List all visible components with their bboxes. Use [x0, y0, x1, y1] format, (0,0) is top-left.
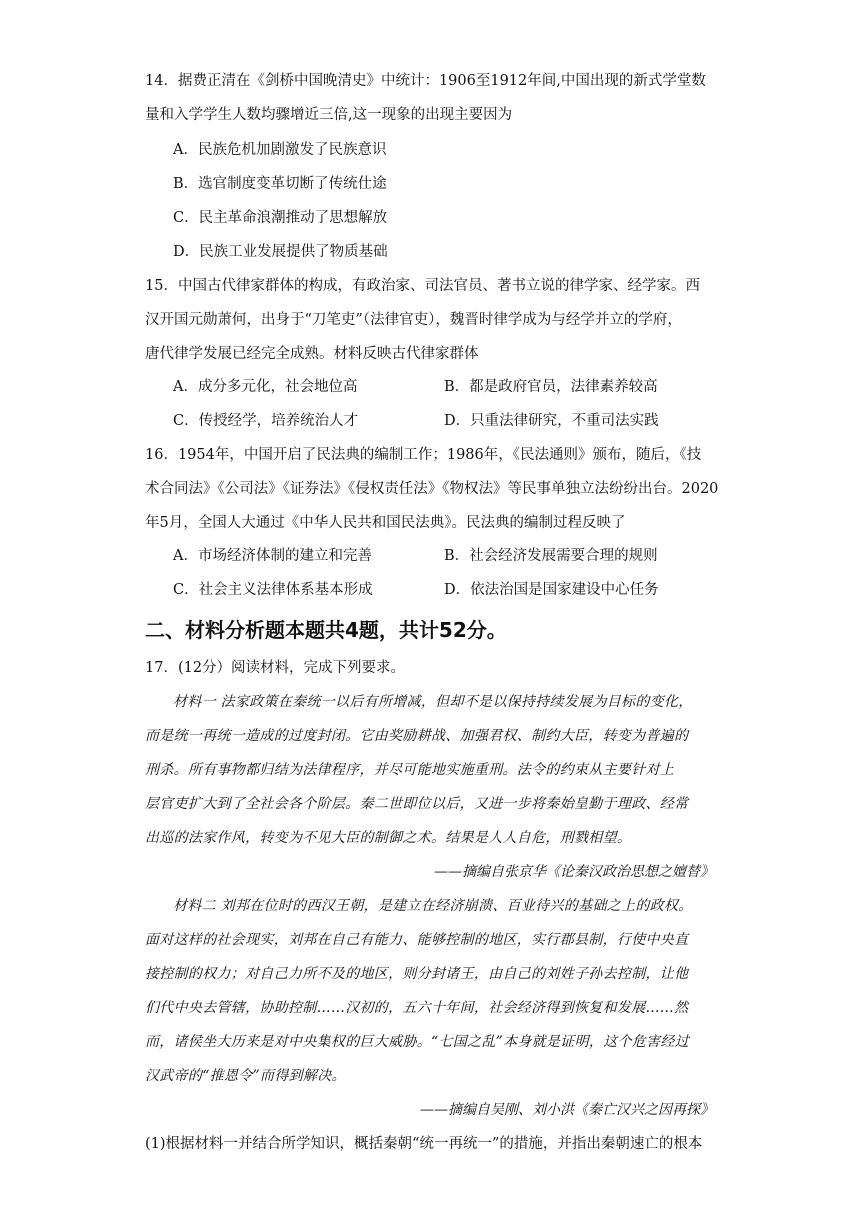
q16-option-b: B．社会经济发展需要合理的规则	[444, 548, 658, 564]
material2-source: ——摘编自吴刚、刘小洪《秦亡汉兴之因再探》	[420, 1102, 714, 1118]
material2-line-4: 们代中央去管辖，协助控制……汉初的，五六十年间，社会经济得到恢复和发展……然	[145, 1000, 689, 1016]
q16-stem-line-2: 术合同法》《公司法》《证券法》《侵权责任法》《物权法》等民事单独立法纷纷出台。2020	[145, 481, 719, 497]
q14-stem-line-1: 14．据费正清在《剑桥中国晚清史》中统计：1906至1912年间,中国出现的新式学堂数	[145, 73, 706, 89]
section-heading: 二、材料分析题本题共4题，共计52分。	[145, 618, 507, 642]
material2-line-3: 接控制的权力；对自己力所不及的地区，则分封诸王，由自己的刘姓子孙去控制，让他	[145, 966, 689, 982]
q14-stem-line-2: 量和入学学生人数均骤增近三倍,这一现象的出现主要因为	[145, 107, 513, 123]
q17-intro: 17．(12分）阅读材料，完成下列要求。	[145, 660, 406, 676]
material2-line-5: 而，诸侯坐大历来是对中央集权的巨大威胁。“七国之乱”本身就是证明，这个危害经过	[145, 1034, 690, 1050]
q15-option-a: A．成分多元化，社会地位高	[173, 379, 358, 395]
material1-line-1: 材料一 法家政策在秦统一以后有所增减，但却不是以保持持续发展为目标的变化，	[173, 694, 693, 710]
q16-stem-line-3: 年5月，全国人大通过《中华人民共和国民法典》。民法典的编制过程反映了	[145, 515, 626, 531]
q14-option-b: B．选官制度变革切断了传统仕途	[173, 176, 387, 192]
q14-option-d: D．民族工业发展提供了物质基础	[173, 244, 388, 260]
q15-option-c: C．传授经学，培养统治人才	[173, 413, 359, 429]
q15-stem-line-3: 唐代律学发展已经完全成熟。材料反映古代律家群体	[145, 346, 479, 362]
q15-option-b: B．都是政府官员，法律素养较高	[444, 379, 658, 395]
material2-line-2: 面对这样的社会现实，刘邦在自己有能力、能够控制的地区，实行郡县制，行使中央直	[145, 932, 689, 948]
material1-line-2: 而是统一再统一造成的过度封闭。它由奖励耕战、加强君权、制约大臣，转变为普遍的	[145, 728, 689, 744]
material1-line-5: 出巡的法家作风，转变为不见大臣的制御之术。结果是人人自危，刑戮相望。	[145, 830, 632, 846]
q15-stem-line-1: 15．中国古代律家群体的构成，有政治家、司法官员、著书立说的律学家、经学家。西	[145, 278, 700, 294]
q16-option-c: C．社会主义法律体系基本形成	[173, 582, 373, 598]
material2-line-1: 材料二 刘邦在位时的西汉王朝，是建立在经济崩溃、百业待兴的基础之上的政权。	[173, 898, 693, 914]
q15-option-d: D．只重法律研究，不重司法实践	[444, 413, 659, 429]
q14-option-a: A．民族危机加剧激发了民族意识	[173, 142, 387, 158]
q17-question-1: (1)根据材料一并结合所学知识，概括秦朝“统一再统一”的措施，并指出秦朝速亡的根本	[145, 1136, 703, 1152]
q16-stem-line-1: 16．1954年，中国开启了民法典的编制工作；1986年，《民法通则》颁布，随后，《技	[145, 447, 702, 463]
q14-option-c: C．民主革命浪潮推动了思想解放	[173, 210, 388, 226]
q16-option-a: A．市场经济体制的建立和完善	[173, 548, 372, 564]
material2-line-6: 汉武帝的“推恩令”而得到解决。	[145, 1068, 346, 1084]
material1-line-3: 刑杀。所有事物都归结为法律程序，并尽可能地实施重刑。法令的约束从主要针对上	[145, 762, 675, 778]
material1-line-4: 层官吏扩大到了全社会各个阶层。秦二世即位以后，又进一步将秦始皇勤于理政、经常	[145, 796, 689, 812]
material1-source: ——摘编自张京华《论秦汉政治思想之嬗替》	[434, 864, 714, 880]
q15-stem-line-2: 汉开国元勋萧何，出身于“刀笔吏”（法律官吏），魏晋时律学成为与经学并立的学府，	[145, 312, 682, 328]
q16-option-d: D．依法治国是国家建设中心任务	[444, 582, 659, 598]
